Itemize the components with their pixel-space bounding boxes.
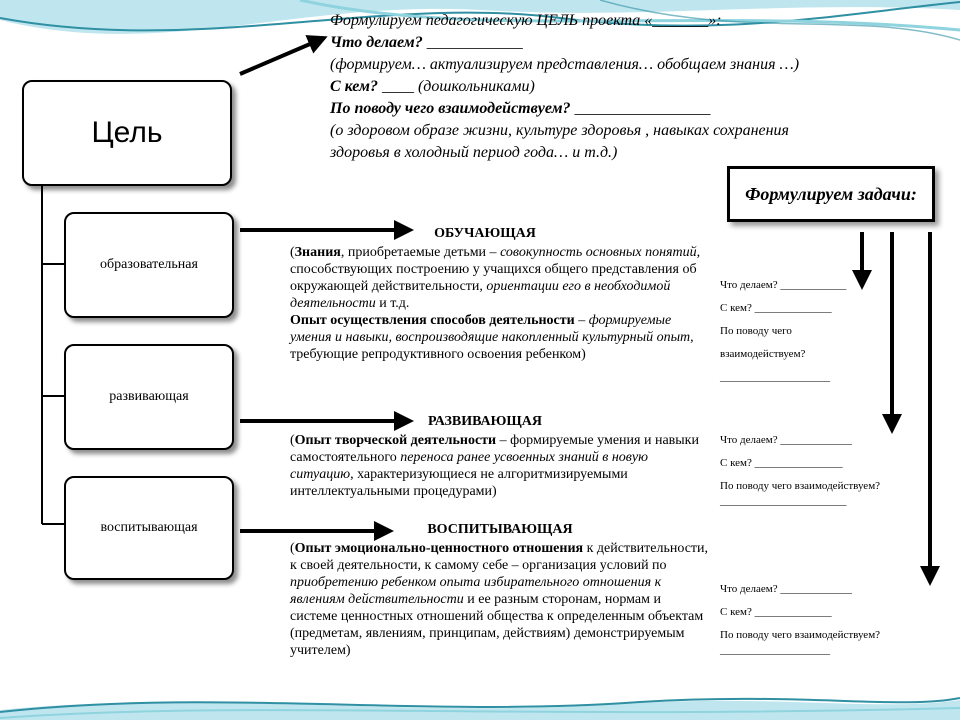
- task-group-2: [720, 429, 940, 513]
- header-about: [330, 98, 930, 120]
- teaching-experience-title: Опыт осуществления способов деятельности: [290, 313, 575, 328]
- task3-about: По поводу чего взаимодействуем?: [720, 629, 881, 641]
- goal-to-header-arrow: [240, 38, 324, 74]
- teaching-p4: совокупность основных понятий: [500, 245, 697, 260]
- upbringing-title: ВОСПИТЫВАЮЩАЯ: [427, 522, 573, 537]
- upbringing-p4: приобретению ребенком опыта избирательного отношения к явлениям действительности: [290, 575, 662, 607]
- developing-experience-title: Опыт творческой деятельности: [294, 433, 497, 448]
- goal-formulation: [330, 10, 930, 164]
- task3-blank: ____________________: [720, 644, 830, 656]
- task3-with: С кем? ______________: [720, 606, 832, 618]
- teaching-text: [290, 244, 710, 363]
- upbringing-p1: (: [290, 541, 295, 556]
- category-educational-label: образовательная: [100, 257, 198, 272]
- task1-blank: ____________________: [720, 371, 830, 383]
- header-what-hint: (формируем… актуализируем представления… обобщаем знания …): [330, 56, 800, 73]
- category-educational: [64, 212, 234, 318]
- task2-what: Что делаем? _____________: [720, 434, 852, 446]
- task1-what: Что делаем? ____________: [720, 279, 847, 291]
- teaching-p5: , способствующих построению у учащихся общего представления об окружающей действительности,: [290, 245, 701, 294]
- task1-with: С кем? ______________: [720, 302, 832, 314]
- upbringing-p3: к действительности, к своей деятельности, к самому себе – организация условий по: [290, 541, 709, 573]
- about-question: По поводу чего взаимодействуем?: [330, 100, 571, 117]
- task-group-3: [720, 578, 940, 662]
- tasks-heading-box: [727, 166, 935, 222]
- upbringing-experience-title: Опыт эмоционально-ценностного отношения: [294, 541, 584, 556]
- developing-p3: – формируемые умения и навыки самостоятельного: [290, 433, 699, 465]
- what-question: Что делаем?: [330, 34, 423, 51]
- task1-about-2: взаимодействуем?: [720, 348, 806, 360]
- header-about-hint-2: здоровья в холодный период года… и т.д.): [330, 144, 618, 161]
- goal-title: Цель: [91, 116, 163, 149]
- developing-p1: (: [290, 433, 295, 448]
- category-developing: [64, 344, 234, 450]
- upbringing-text: [290, 540, 710, 659]
- task2-with: С кем? ________________: [720, 457, 843, 469]
- upbringing-p5: и ее разным сторонам, нормам и системе ценностных отношений общества к определенным объектам (предметам, явлениям, принципам, действиям) демонстрируемым учителем): [290, 592, 704, 658]
- teaching-knowledge: Знания: [294, 245, 341, 260]
- category-upbringing: [64, 476, 234, 580]
- task3-what: Что делаем? _____________: [720, 583, 852, 595]
- teaching-p7: и т.д.: [375, 296, 410, 311]
- header-what: [330, 32, 930, 54]
- with-rest: ____ (дошкольниками): [377, 78, 535, 95]
- teaching-experience: [290, 312, 710, 363]
- header-with: [330, 76, 930, 98]
- header-line-1: Формулируем педагогическую ЦЕЛЬ проекта «_______»:: [330, 12, 722, 29]
- tasks-heading: Формулируем задачи:: [745, 184, 917, 204]
- developing-title: РАЗВИВАЮЩАЯ: [427, 414, 543, 429]
- what-blank: ____________: [422, 34, 523, 51]
- teaching-p11: , требующие репродуктивного освоения ребенком): [290, 330, 694, 362]
- with-question: С кем?: [330, 78, 378, 95]
- task2-blank: _______________________: [720, 495, 847, 507]
- teaching-p6: ориентации его в необходимой деятельности: [290, 279, 671, 311]
- developing-p4: переноса ранее усвоенных знаний в новую ситуацию: [290, 450, 648, 482]
- teaching-p1: (: [290, 245, 295, 260]
- task1-about: По поводу чего: [720, 325, 792, 337]
- developing-p5: , характеризующиеся не алгоритмизируемыми интеллектуальными процедурами): [290, 467, 628, 499]
- teaching-p3: , приобретаемые детьми –: [340, 245, 501, 260]
- about-blank: _________________: [570, 100, 711, 117]
- goal-box: [22, 80, 232, 186]
- header-about-hint-1: (о здоровом образе жизни, культуре здоровья , навыках сохранения: [330, 122, 789, 139]
- teaching-title: ОБУЧАЮЩАЯ: [434, 226, 536, 241]
- teaching-p10: формируемые умения и навыки, воспроизводящие накопленный культурный опыт: [290, 313, 691, 345]
- category-developing-label: развивающая: [109, 389, 189, 404]
- task-group-1: [720, 274, 900, 389]
- developing-text: [290, 432, 710, 500]
- teaching-p9: –: [574, 313, 589, 328]
- category-upbringing-label: воспитывающая: [100, 520, 198, 535]
- task2-about: По поводу чего взаимодействуем?: [720, 480, 881, 492]
